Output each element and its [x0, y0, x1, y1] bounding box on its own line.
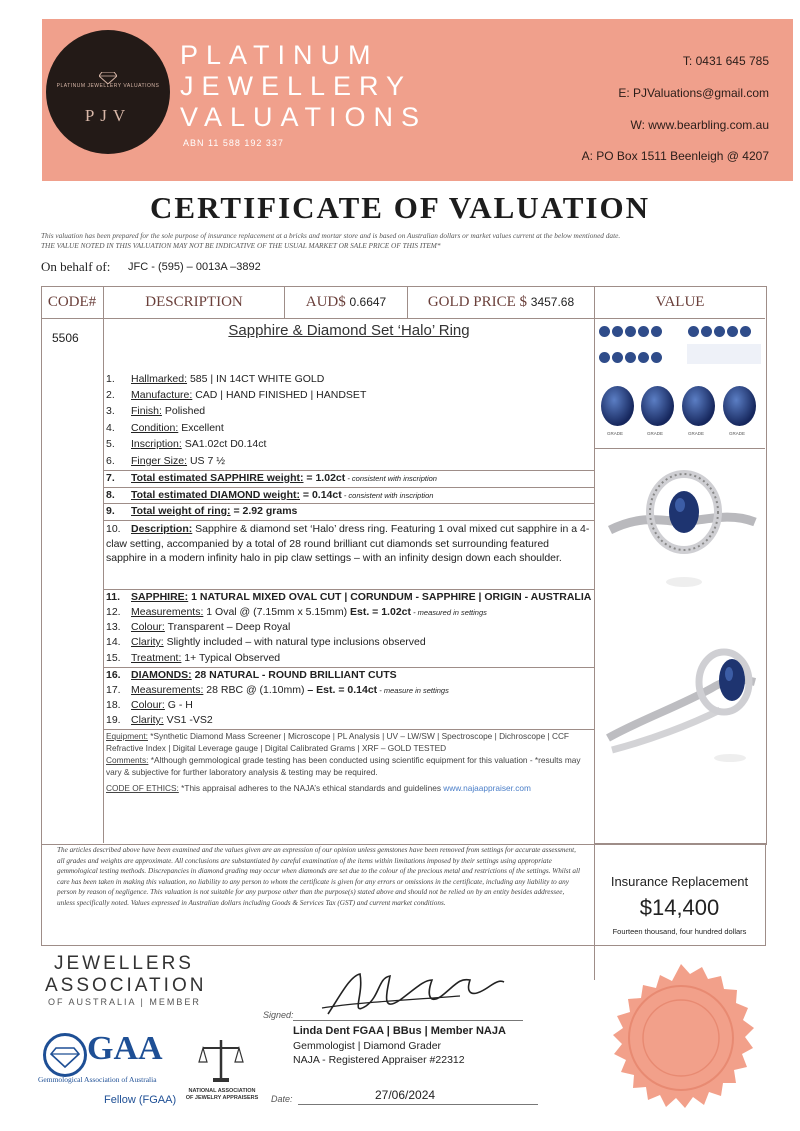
contact-email: E: PJValuations@gmail.com [618, 86, 769, 100]
header-aud [285, 286, 408, 318]
disclaimer-line-2: THE VALUE NOTED IN THIS VALUATION MAY NOT BE INDICATIVE OF THE USUAL MARKET OR SALE PRICE OF THIS ITEM* [41, 241, 441, 250]
gaa-diamond-icon [43, 1033, 87, 1077]
fellow-badge: Fellow (FGAA) [104, 1094, 177, 1106]
insurance-amount: $14,400 [639, 895, 720, 920]
code-of-ethics: CODE OF ETHICS: *This appraisal adheres to the NAJA’s ethical standards and guidelines www.najaappraiser.com [106, 783, 531, 793]
header-description: DESCRIPTION [104, 286, 285, 318]
row-divider [104, 470, 594, 471]
jaa-logo-line-2: ASSOCIATION [45, 975, 207, 996]
date-label: Date: [271, 1094, 293, 1104]
aud-value: 0.6647 [349, 295, 387, 309]
list-item: 14. Clarity: Slightly included – with natural type inclusions observed [106, 636, 426, 648]
logo-initials: PJV [84, 106, 132, 125]
ring-side-photo [600, 640, 765, 780]
gold-label: GOLD PRICE $ [427, 294, 528, 310]
gaa-name: Gemmological Association of Australia [38, 1075, 157, 1084]
color-swatch-row [687, 324, 752, 342]
date-value: 27/06/2024 [375, 1088, 436, 1102]
header-gold-price [408, 286, 595, 318]
list-item: 13. Colour: Transparent – Deep Royal [106, 621, 291, 633]
signature-image [320, 966, 510, 1024]
grade-label: GRADE [688, 431, 705, 436]
header-value: VALUE [655, 294, 705, 310]
grade-label: GRADE [729, 431, 746, 436]
grading-legend [687, 344, 761, 364]
insurance-label: Insurance Replacement [610, 874, 749, 889]
signer-name: Linda Dent FGAA | BBus | Member NAJA [293, 1025, 506, 1037]
brand-line-1: PLATINUM [180, 40, 379, 70]
disclaimer-line-1: This valuation has been prepared for the sole purpose of insurance replacement at a bricks and mortar store and is based on Australian dollars or market values current at the below mentioned date. [41, 231, 621, 240]
contact-website: W: www.bearbling.com.au [630, 118, 769, 132]
sapphire-sample [601, 386, 634, 426]
row-divider [104, 729, 594, 730]
pjv-logo [46, 30, 170, 154]
ring-front-photo [600, 460, 765, 610]
list-item: 12. Measurements: 1 Oval @ (7.15mm x 5.15mm) Est. = 1.02ct - measured in settings [106, 606, 487, 618]
on-behalf-label: On behalf of: [41, 259, 111, 274]
column-divider [103, 318, 104, 843]
list-item: 1. Hallmarked: 585 | IN 14CT WHITE GOLD [106, 373, 325, 385]
signed-label: Signed: [263, 1010, 294, 1020]
aud-label: AUD$ [305, 294, 346, 310]
sapphire-sample [682, 386, 715, 426]
list-item: 17. Measurements: 28 RBC @ (1.10mm) – Est. = 0.14ct - measure in settings [106, 684, 449, 696]
equipment-note: Equipment: *Synthetic Diamond Mass Screener | Microscope | PL Analysis | UV – LW/SW | Spectroscope | Dichroscope | CCF Refractive Index | Digital Leverage gauge | Digital Calibrated Grams | XRF – GOLD TESTED [106, 731, 569, 753]
logo-arc-text: PLATINUM JEWELLERY VALUATIONS [56, 83, 160, 89]
header-code: CODE# [41, 286, 104, 318]
row-divider [104, 487, 594, 488]
gold-value: 3457.68 [530, 295, 575, 309]
list-item: 3. Finish: Polished [106, 405, 206, 417]
terms-text: The articles described above have been examined and the values given are an expression of our opinion unless gemstones have been removed from settings for accurate assessment, all grades and weights are approximate. All conclusions are substantiated by careful examination of the items within limitations imposed by their settings using appropriate gemmological testing methods. Discrepancies in diamond grading may occur when diamonds are set due to the colour of the precious metal and restrictions of the settings. Whilst all care has been taken in making this valuation, no liability to any person to whom the certificate is given for any errors or omissions in the certificate, including any liability to any person by reason of negligence. This valuation is not suitable for any purpose other than the purpose(s) stated above and should not be relied on by an entity besides addressee, unless specifically noted. Values expressed in Australian dollars including Goods & Services Tax (GST) and current market conditions. [57, 846, 580, 907]
item-code: 5506 [52, 331, 79, 345]
color-swatch-row [598, 350, 663, 368]
signature-line [293, 1020, 523, 1021]
signer-role: Gemmologist | Diamond Grader [293, 1040, 442, 1052]
diamond-weight: 8. Total estimated DIAMOND weight: = 0.14ct - consistent with inscription [106, 489, 434, 501]
brand-line-2: JEWELLERY [180, 71, 413, 101]
date-line [298, 1104, 538, 1105]
list-item: 6. Finger Size: US 7 ½ [106, 455, 225, 467]
row-divider [104, 520, 594, 521]
contact-address: A: PO Box 1511 Beenleigh @ 4207 [581, 149, 769, 163]
certificate-seal [598, 952, 764, 1118]
abn-number: ABN 11 588 192 337 [183, 138, 284, 148]
list-item: 15. Treatment: 1+ Typical Observed [106, 652, 281, 664]
sapphire-weight: 7. Total estimated SAPPHIRE weight: = 1.02ct - consistent with inscription [106, 472, 437, 484]
color-swatch-row [598, 324, 663, 342]
brand-line-3: VALUATIONS [180, 102, 428, 132]
list-item: 4. Condition: Excellent [106, 422, 224, 434]
grade-label: GRADE [607, 431, 624, 436]
item-title: Sapphire & Diamond Set ‘Halo’ Ring [228, 322, 470, 339]
item-description: 10. Description: Sapphire & diamond set ‘Halo’ dress ring. Featuring 1 oval mixed cut sapphire in a 4-claw setting, accompanied by a total of 28 round brilliant cut diamonds set surrounding featured sapphire in a modern infinity halo in pip claw settings – with an infinity design down each shoulder. [106, 523, 590, 564]
sapphire-grading-chart [595, 318, 765, 449]
signer-registration: NAJA - Registered Appraiser #22312 [293, 1054, 465, 1066]
list-item: 19. Clarity: VS1 -VS2 [106, 714, 213, 726]
document-title: CERTIFICATE OF VALUATION [150, 190, 650, 225]
gaa-logo: GAA [87, 1030, 163, 1067]
jaa-logo-line-3: OF AUSTRALIA | MEMBER [48, 997, 201, 1007]
jaa-logo-line-1: JEWELLERS [54, 953, 194, 974]
on-behalf-value: JFC - (595) – 0013A –3892 [128, 261, 261, 273]
scales-icon [197, 1036, 245, 1084]
list-item: 2. Manufacture: CAD | HAND FINISHED | HANDSET [106, 389, 367, 401]
sapphire-sample [641, 386, 674, 426]
diamonds-heading: 16. DIAMONDS: 28 NATURAL - ROUND BRILLIANT CUTS [106, 669, 397, 681]
row-divider [104, 503, 594, 504]
comments-note: Comments: *Although gemmological grade testing has been conducted using scientific equipment for this valuation - *results may vary & subjective for further laboratory analysis & testing may be required. [106, 755, 581, 777]
naja-logo-text: NATIONAL ASSOCIATION OF JEWELRY APPRAISERS [185, 1088, 259, 1101]
row-divider [104, 589, 594, 590]
list-item: 5. Inscription: SA1.02ct D0.14ct [106, 438, 267, 450]
sapphire-heading: 11. SAPPHIRE: 1 NATURAL MIXED OVAL CUT | CORUNDUM - SAPPHIRE | ORIGIN - AUSTRALIA [106, 591, 592, 603]
contact-phone: T: 0431 645 785 [682, 54, 769, 68]
naja-link[interactable]: www.najaappraiser.com [443, 783, 531, 793]
list-item: 18. Colour: G - H [106, 699, 193, 711]
grade-label: GRADE [647, 431, 664, 436]
total-weight: 9. Total weight of ring: = 2.92 grams [106, 505, 298, 517]
insurance-amount-words: Fourteen thousand, four hundred dollars [612, 927, 747, 936]
sapphire-sample [723, 386, 756, 426]
row-divider [104, 667, 594, 668]
